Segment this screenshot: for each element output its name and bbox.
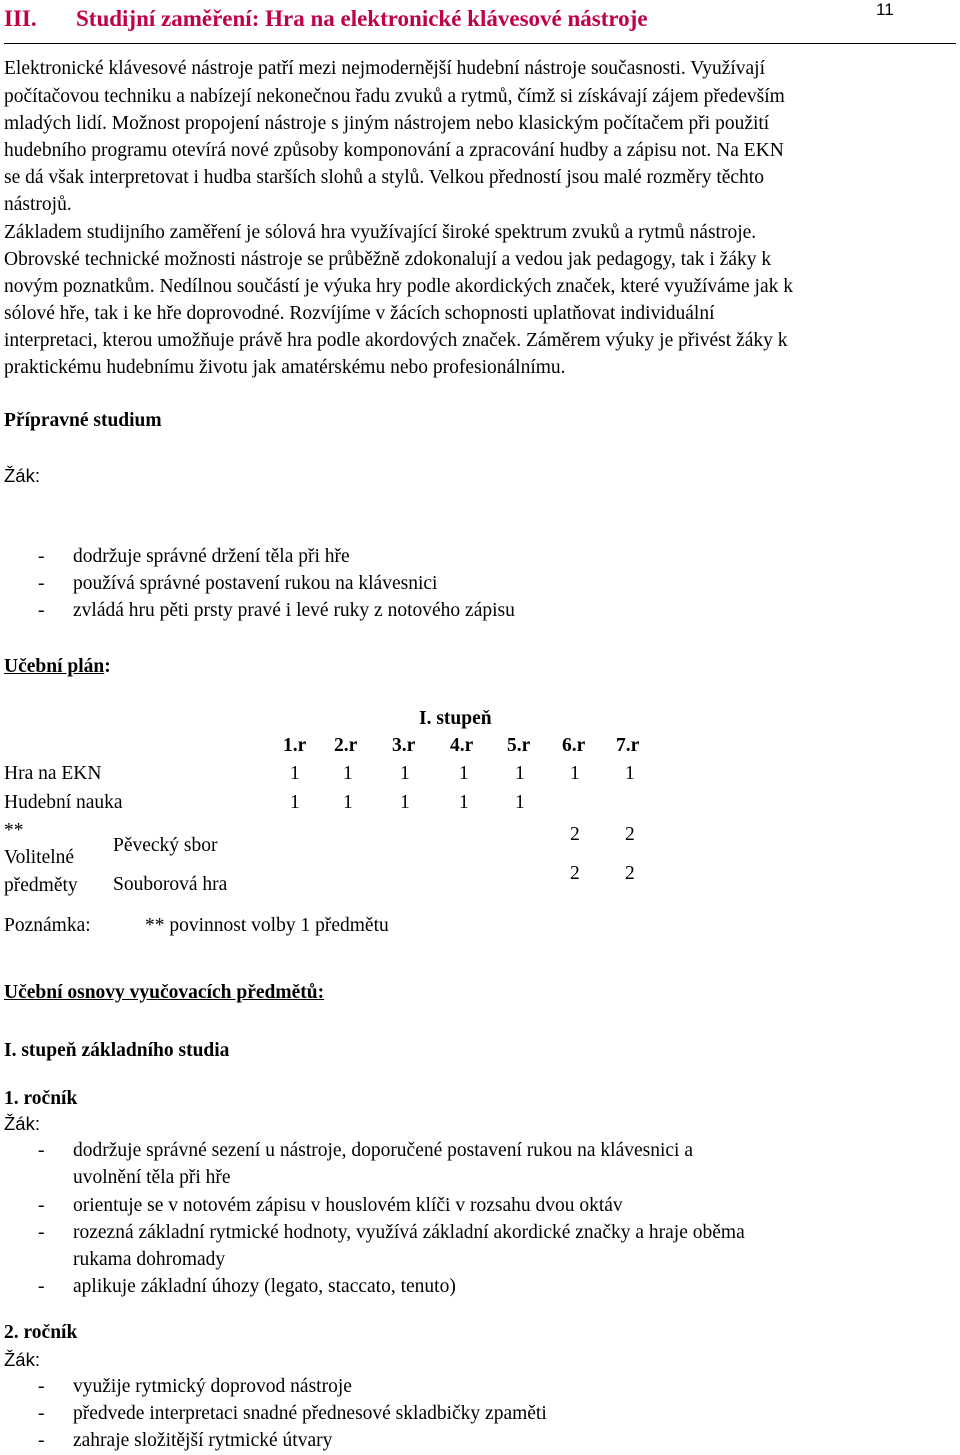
table-cell: 2 <box>570 863 580 884</box>
list-item-continued: rukama dohromady <box>73 1249 226 1270</box>
plan-heading-colon: : <box>104 656 111 677</box>
list-item: používá správné postavení rukou na klávesnici <box>73 573 438 594</box>
intro-line: novým poznatkům. Nedílnou součástí je výuka hry podle akordických značek, které využíváme jak k <box>4 276 793 297</box>
table-cell: 1 <box>515 763 525 784</box>
table-cell: 2 <box>570 824 580 845</box>
stage-heading: I. stupeň základního studia <box>4 1040 230 1061</box>
year-header: 4.r <box>450 735 474 756</box>
plan-heading <box>4 656 111 678</box>
page-number: 11 <box>876 0 894 19</box>
section-title <box>4 6 648 32</box>
list-item: rozezná základní rytmické hodnoty, využívá základní akordické značky a hraje oběma <box>73 1222 745 1243</box>
year-header: 1.r <box>283 735 307 756</box>
optional-marker: ** <box>4 820 24 841</box>
optional-subject: Souborová hra <box>113 874 228 895</box>
year-header: 2.r <box>334 735 358 756</box>
plan-heading-text: Učební plán <box>4 656 105 677</box>
table-cell: 1 <box>400 763 410 784</box>
table-cell: 1 <box>625 763 635 784</box>
table-cell: 1 <box>290 763 300 784</box>
intro-line: mladých lidí. Možnost propojení nástroje s jiným nástrojem nebo klasickým počítačem při použití <box>4 113 770 134</box>
list-bullet: - <box>38 600 45 621</box>
year-header: 3.r <box>392 735 416 756</box>
table-cell: 2 <box>625 863 635 884</box>
subject-label: Hra na EKN <box>4 763 102 784</box>
list-item: orientuje se v notovém zápisu v houslovém klíči v rozsahu dvou oktáv <box>73 1195 623 1216</box>
list-item: dodržuje správné sezení u nástroje, doporučené postavení rukou na klávesnici a <box>73 1140 693 1161</box>
stage-label: I. stupeň <box>419 708 492 729</box>
list-bullet: - <box>38 1376 45 1397</box>
list-bullet: - <box>38 546 45 567</box>
list-bullet: - <box>38 1403 45 1424</box>
intro-line: interpretaci, kterou umožňuje právě hra podle akordových značek. Záměrem výuky je přivést žáky k <box>4 330 788 351</box>
table-cell: 1 <box>290 792 300 813</box>
year-heading: 2. ročník <box>4 1322 78 1343</box>
list-item-continued: uvolnění těla při hře <box>73 1167 231 1188</box>
table-cell: 1 <box>515 792 525 813</box>
section-number: III. <box>4 6 37 31</box>
title-rule <box>4 43 956 44</box>
note-text: ** povinnost volby 1 předmětu <box>145 915 389 936</box>
table-cell: 1 <box>570 763 580 784</box>
table-cell: 2 <box>625 824 635 845</box>
list-bullet: - <box>38 1222 45 1243</box>
list-item: aplikuje základní úhozy (legato, staccato, tenuto) <box>73 1276 456 1297</box>
table-cell: 1 <box>459 763 469 784</box>
list-item: zahraje složitější rytmické útvary <box>73 1430 333 1451</box>
optional-label: předměty <box>4 875 78 896</box>
year-header: 5.r <box>507 735 531 756</box>
intro-line: se dá však interpretovat i hudba starších slohů a stylů. Velkou předností jsou malé rozměry těchto <box>4 167 764 188</box>
intro-line: sólové hře, tak i ke hře doprovodné. Rozvíjíme v žácích schopnosti uplatňovat individuální <box>4 303 715 324</box>
year-header: 6.r <box>562 735 586 756</box>
intro-line: Základem studijního zaměření je sólová hra využívající široké spektrum zvuků a rytmů nástroje. <box>4 222 757 243</box>
pupil-label: Žák: <box>4 1113 40 1134</box>
optional-label: Volitelné <box>4 847 75 868</box>
pupil-label: Žák: <box>4 1349 40 1370</box>
list-item: předvede interpretaci snadné přednesové skladbičky zpaměti <box>73 1403 547 1424</box>
list-item: dodržuje správné držení těla při hře <box>73 546 350 567</box>
table-cell: 1 <box>343 792 353 813</box>
subject-label: Hudební nauka <box>4 792 123 813</box>
section-title-text: Studijní zaměření: Hra na elektronické klávesové nástroje <box>76 6 648 31</box>
year-heading: 1. ročník <box>4 1088 78 1109</box>
optional-subject: Pěvecký sbor <box>113 835 218 856</box>
preparatory-heading: Přípravné studium <box>4 410 162 431</box>
intro-line: praktickému hudebnímu životu jak amatérskému nebo profesionálnímu. <box>4 357 566 378</box>
list-bullet: - <box>38 1276 45 1297</box>
intro-line: počítačovou techniku a nabízejí nekonečnou řadu zvuků a rytmů, čímž si získávají zájem především <box>4 86 785 107</box>
curriculum-heading: Učební osnovy vyučovacích předmětů: <box>4 982 325 1003</box>
list-bullet: - <box>38 1430 45 1451</box>
list-bullet: - <box>38 1195 45 1216</box>
table-cell: 1 <box>343 763 353 784</box>
list-item: využije rytmický doprovod nástroje <box>73 1376 352 1397</box>
table-cell: 1 <box>400 792 410 813</box>
note-label: Poznámka: <box>4 915 91 936</box>
table-cell: 1 <box>459 792 469 813</box>
list-bullet: - <box>38 573 45 594</box>
intro-line: Obrovské technické možnosti nástroje se průběžně zdokonalují a vedou jak pedagogy, tak i žáky k <box>4 249 772 270</box>
intro-line: Elektronické klávesové nástroje patří mezi nejmodernější hudební nástroje současnosti. Využívají <box>4 58 766 79</box>
list-bullet: - <box>38 1140 45 1161</box>
pupil-label: Žák: <box>4 465 40 486</box>
year-header: 7.r <box>616 735 640 756</box>
intro-line: nástrojů. <box>4 194 72 215</box>
list-item: zvládá hru pěti prsty pravé i levé ruky z notového zápisu <box>73 600 515 621</box>
intro-line: hudebního programu otevírá nové způsoby komponování a zpracování hudby a zápisu not. Na EKN <box>4 140 784 161</box>
